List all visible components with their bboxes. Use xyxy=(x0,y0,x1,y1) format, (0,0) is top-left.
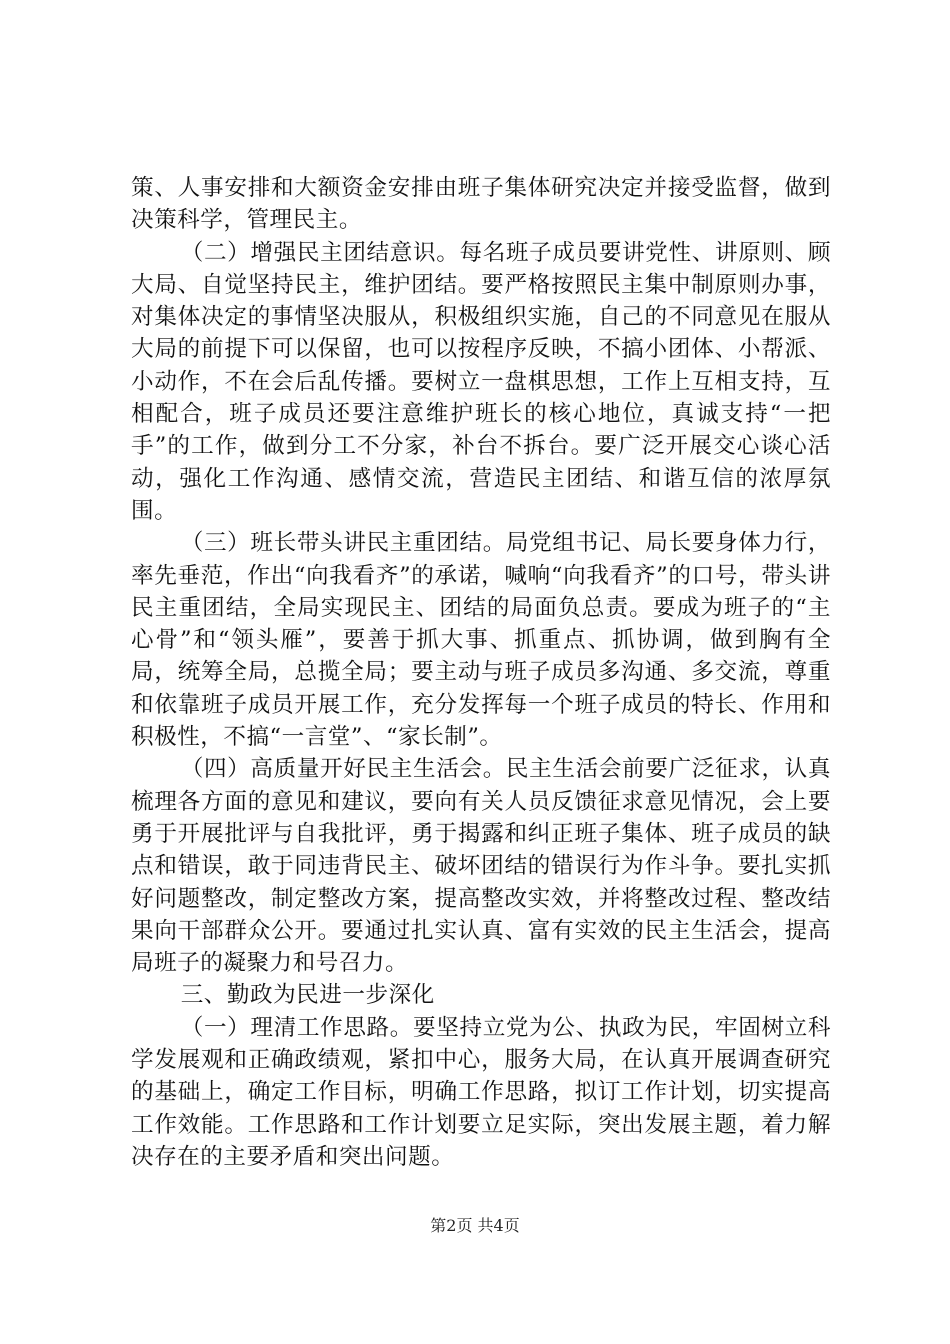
paragraph-continuation: 策、人事安排和大额资金安排由班子集体研究决定并接受监督，做到决策科学，管理民主。 xyxy=(131,175,831,234)
paragraph-life-meeting: （四）高质量开好民主生活会。民主生活会前要广泛征求，认真梳理各方面的意见和建议，要向有关人员反馈征求意见情况，会上要勇于开展批评与自我批评，勇于揭露和纠正班子集体、班子成员的缺点和错误，敢于同违背民主、破坏团结的错误行为作斗争。要扎实抓好问题整改，制定整改方案，提高整改实效，并将整改过程、整改结果向干部群众公开。要通过扎实认真、富有实效的民主生活会，提高局班子的凝聚力和号召力。 xyxy=(131,756,831,977)
section-heading-diligent-governance: 三、勤政为民进一步深化 xyxy=(180,982,435,1009)
paragraph-work-ideas: （一）理清工作思路。要坚持立党为公、执政为民，牢固树立科学发展观和正确政绩观，紧扣中心，服务大局，在认真开展调查研究的基础上，确定工作目标，明确工作思路，拟订工作计划，切实提高工作效能。工作思路和工作计划要立足实际，突出发展主题，着力解决存在的主要矛盾和突出问题。 xyxy=(131,1014,831,1170)
paragraph-leader-example: （三）班长带头讲民主重团结。局党组书记、局长要身体力行，率先垂范，作出“向我看齐”的承诺，喊响“向我看齐”的口号，带头讲民主重团结，全局实现民主、团结的局面负总责。要成为班子的“主心骨”和“领头雁”，要善于抓大事、抓重点、抓协调，做到胸有全局，统筹全局，总揽全局；要主动与班子成员多沟通、多交流，尊重和依靠班子成员开展工作，充分发挥每一个班子成员的特长、作用和积极性，不搞“一言堂”、“家长制”。 xyxy=(131,530,831,751)
document-body xyxy=(131,172,831,1173)
page-number-footer: 第2页 共4页 xyxy=(430,1216,520,1235)
paragraph-democracy-unity: （二）增强民主团结意识。每名班子成员要讲党性、讲原则、顾大局、自觉坚持民主，维护团结。要严格按照民主集中制原则办事，对集体决定的事情坚决服从，积极组织实施，自己的不同意见在服从大局的前提下可以保留，也可以按程序反映，不搞小团体、小帮派、小动作，不在会后乱传播。要树立一盘棋思想，工作上互相支持，互相配合，班子成员还要注意维护班长的核心地位，真诚支持“一把手”的工作，做到分工不分家，补台不拆台。要广泛开展交心谈心活动，强化工作沟通、感情交流，营造民主团结、和谐互信的浓厚氛围。 xyxy=(131,239,831,524)
